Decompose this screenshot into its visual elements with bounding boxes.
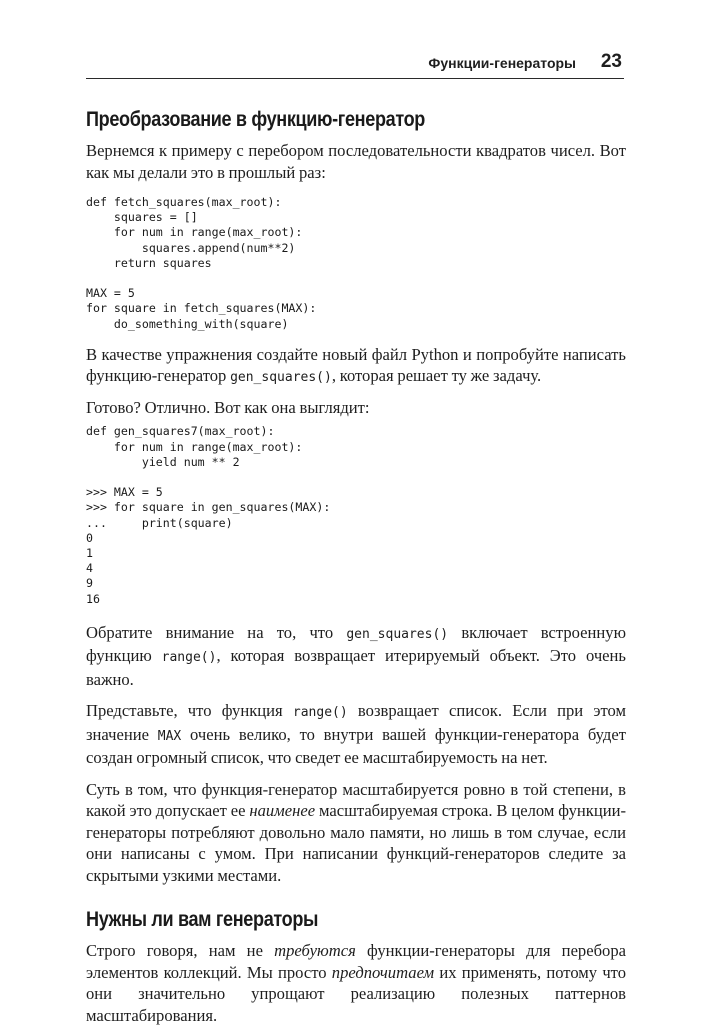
exercise-text-2: , которая решает ту же задачу. bbox=[331, 366, 542, 386]
need-text-2: функции-генераторы для перебора элементов коллекций. Мы просто bbox=[86, 941, 626, 982]
inline-code-range: range() bbox=[161, 650, 217, 666]
page-number: 23 bbox=[600, 51, 622, 72]
running-header bbox=[86, 52, 624, 79]
emphasis-least: наименее bbox=[249, 801, 316, 821]
note-text-3: , которая возвращает итерируемый объект. Это очень важно. bbox=[86, 646, 626, 689]
exercise-text-1: В качестве упражнения создайте новый файл Python и попробуйте написать функцию-генератор bbox=[86, 344, 626, 386]
exercise-paragraph bbox=[86, 344, 626, 389]
need-text-3: их применять, потому что они значительно упрощают реализацию полезных паттернов масштабирования. bbox=[86, 962, 626, 1025]
code-block-fetch-squares: def fetch_squares(max_root): squares = [] for num in range(max_root): squares.append(num**2) return squares MAX = 5 for square in fetch_squares(MAX): do_something_with(square) bbox=[86, 195, 317, 331]
page-content bbox=[86, 108, 626, 1026]
imagine-text-2: возвращает список. Если при этом значение bbox=[86, 701, 626, 744]
intro-paragraph: Вернемся к примеру с перебором последовательности квадратов чисел. Вот как мы делали это в прошлый раз: bbox=[86, 141, 626, 182]
note-text-1: Обратите внимание на то, что bbox=[86, 622, 347, 642]
code-block-gen-squares: def gen_squares7(max_root): for num in range(max_root): yield num ** 2 >>> MAX = 5 >>> for square in gen_squares(MAX): ... print(square) 0 1 4 9 16 bbox=[86, 424, 331, 606]
section-heading-convert: Преобразование в функцию-генератор bbox=[86, 108, 425, 131]
point-paragraph bbox=[86, 779, 626, 887]
inline-code-gen-squares-2: gen_squares() bbox=[346, 626, 449, 642]
inline-code-max: MAX bbox=[157, 728, 182, 744]
imagine-paragraph bbox=[86, 700, 626, 769]
inline-code-range-2: range() bbox=[292, 705, 348, 721]
ready-paragraph: Готово? Отлично. Вот как она выглядит: bbox=[86, 397, 370, 417]
emphasis-required: требуются bbox=[274, 941, 356, 961]
point-text-1: Суть в том, что функция-генератор масштабируется ровно в той степени, в какой это допускает ее bbox=[86, 779, 626, 821]
emphasis-prefer: предпочитаем bbox=[331, 962, 435, 982]
section-heading-need-generators: Нужны ли вам генераторы bbox=[86, 908, 319, 932]
imagine-text-1: Представьте, что функция bbox=[86, 701, 293, 721]
inline-code-gen-squares: gen_squares() bbox=[230, 370, 332, 386]
need-generators-paragraph bbox=[86, 940, 626, 1026]
imagine-text-3: очень велико, то внутри вашей функции-генератора будет создан огромный список, что сведет ее масштабируемость на нет. bbox=[86, 724, 626, 768]
running-header-title: Функции-генераторы bbox=[428, 55, 576, 71]
note-text-2: включает встроенную функцию bbox=[86, 622, 626, 666]
note-paragraph bbox=[86, 622, 626, 691]
need-text-1: Строго говоря, нам не bbox=[86, 941, 275, 961]
point-text-2: масштабируемая строка. В целом функции-генераторы потребляют довольно мало памяти, но лишь в том случае, если они написаны с умом. При написании функций-генераторов следите за скрытыми узкими местами. bbox=[86, 801, 626, 885]
